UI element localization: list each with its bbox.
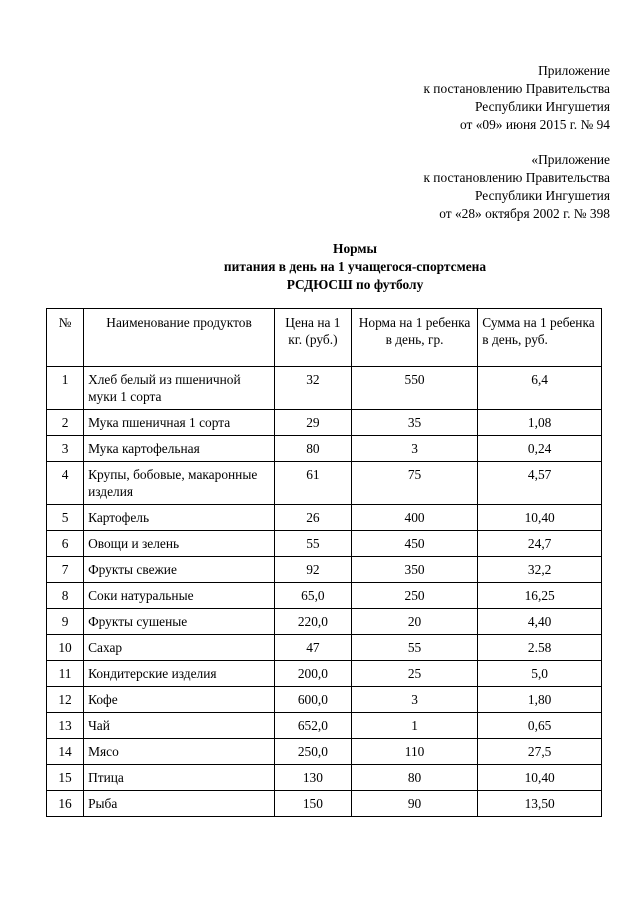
price-per-kg: 29: [275, 410, 352, 436]
appendix-line: от «28» октября 2002 г. № 398: [439, 206, 610, 221]
table-row: [47, 583, 602, 609]
table-row: [47, 713, 602, 739]
row-number: 9: [47, 609, 84, 635]
row-number: 4: [47, 462, 84, 505]
daily-sum: 4,57: [478, 462, 602, 505]
product-name: Мясо: [84, 739, 275, 765]
daily-sum: 10,40: [478, 505, 602, 531]
appendix-line: Республики Ингушетия: [475, 99, 610, 114]
price-per-kg: 600,0: [275, 687, 352, 713]
table-row: [47, 739, 602, 765]
daily-norm: 550: [351, 367, 478, 410]
table-row: [47, 635, 602, 661]
title-line-2: питания в день на 1 учащегося-спортсмена: [223, 259, 487, 274]
document-title: [0, 240, 640, 294]
product-name: Кофе: [84, 687, 275, 713]
daily-norm: 250: [351, 583, 478, 609]
price-per-kg: 47: [275, 635, 352, 661]
product-name: Картофель: [84, 505, 275, 531]
product-name: Птица: [84, 765, 275, 791]
daily-sum: 32,2: [478, 557, 602, 583]
daily-sum: 13,50: [478, 791, 602, 817]
header-norm: Норма на 1 ребенка в день, гр.: [351, 309, 478, 367]
daily-sum: 24,7: [478, 531, 602, 557]
row-number: 12: [47, 687, 84, 713]
row-number: 16: [47, 791, 84, 817]
daily-sum: 0,24: [478, 436, 602, 462]
appendix-original-header: [423, 151, 610, 223]
row-number: 14: [47, 739, 84, 765]
daily-norm: 350: [351, 557, 478, 583]
product-name: Мука картофельная: [84, 436, 275, 462]
table-row: [47, 687, 602, 713]
product-name: Фрукты сушеные: [84, 609, 275, 635]
row-number: 6: [47, 531, 84, 557]
row-number: 8: [47, 583, 84, 609]
row-number: 7: [47, 557, 84, 583]
table-row: [47, 609, 602, 635]
daily-norm: 450: [351, 531, 478, 557]
product-name: Чай: [84, 713, 275, 739]
daily-sum: 1,08: [478, 410, 602, 436]
appendix-line: к постановлению Правительства: [423, 81, 610, 96]
daily-sum: 2.58: [478, 635, 602, 661]
price-per-kg: 652,0: [275, 713, 352, 739]
daily-norm: 400: [351, 505, 478, 531]
title-line-1: Нормы: [333, 241, 377, 256]
row-number: 1: [47, 367, 84, 410]
daily-sum: 1,80: [478, 687, 602, 713]
table-row: [47, 791, 602, 817]
price-per-kg: 26: [275, 505, 352, 531]
table-row: [47, 531, 602, 557]
price-per-kg: 250,0: [275, 739, 352, 765]
daily-sum: 6,4: [478, 367, 602, 410]
appendix-current-header: [423, 62, 610, 134]
daily-norm: 20: [351, 609, 478, 635]
daily-norm: 3: [351, 436, 478, 462]
row-number: 10: [47, 635, 84, 661]
daily-sum: 10,40: [478, 765, 602, 791]
daily-norm: 80: [351, 765, 478, 791]
product-name: Рыба: [84, 791, 275, 817]
table-row: [47, 436, 602, 462]
appendix-line: от «09» июня 2015 г. № 94: [459, 117, 610, 132]
daily-sum: 16,25: [478, 583, 602, 609]
row-number: 13: [47, 713, 84, 739]
price-per-kg: 92: [275, 557, 352, 583]
nutrition-norms-table: [46, 308, 602, 817]
table-row: [47, 765, 602, 791]
price-per-kg: 200,0: [275, 661, 352, 687]
table-row: [47, 557, 602, 583]
table-row: [47, 367, 602, 410]
product-name: Крупы, бобовые, макаронные изделия: [84, 462, 275, 505]
daily-norm: 1: [351, 713, 478, 739]
table-row: [47, 462, 602, 505]
appendix-line: «Приложение: [531, 152, 610, 167]
daily-sum: 5,0: [478, 661, 602, 687]
daily-sum: 4,40: [478, 609, 602, 635]
row-number: 15: [47, 765, 84, 791]
row-number: 11: [47, 661, 84, 687]
daily-sum: 0,65: [478, 713, 602, 739]
daily-sum: 27,5: [478, 739, 602, 765]
header-number: №: [47, 309, 84, 367]
header-product-name: Наименование продуктов: [84, 309, 275, 367]
daily-norm: 110: [351, 739, 478, 765]
row-number: 2: [47, 410, 84, 436]
price-per-kg: 130: [275, 765, 352, 791]
price-per-kg: 61: [275, 462, 352, 505]
daily-norm: 35: [351, 410, 478, 436]
product-name: Соки натуральные: [84, 583, 275, 609]
appendix-line: Приложение: [538, 63, 610, 78]
price-per-kg: 32: [275, 367, 352, 410]
product-name: Мука пшеничная 1 сорта: [84, 410, 275, 436]
product-name: Фрукты свежие: [84, 557, 275, 583]
table-row: [47, 505, 602, 531]
daily-norm: 25: [351, 661, 478, 687]
price-per-kg: 80: [275, 436, 352, 462]
product-name: Хлеб белый из пшеничной муки 1 сорта: [84, 367, 275, 410]
row-number: 3: [47, 436, 84, 462]
daily-norm: 75: [351, 462, 478, 505]
header-sum: Сумма на 1 ребенка в день, руб.: [478, 309, 602, 367]
row-number: 5: [47, 505, 84, 531]
appendix-line: Республики Ингушетия: [475, 188, 610, 203]
title-line-3: РСДЮСШ по футболу: [286, 277, 424, 292]
table-header-row: [47, 309, 602, 367]
header-price: Цена на 1 кг. (руб.): [275, 309, 352, 367]
product-name: Овощи и зелень: [84, 531, 275, 557]
daily-norm: 90: [351, 791, 478, 817]
table-body: [47, 367, 602, 817]
table-row: [47, 410, 602, 436]
daily-norm: 3: [351, 687, 478, 713]
price-per-kg: 220,0: [275, 609, 352, 635]
price-per-kg: 65,0: [275, 583, 352, 609]
appendix-line: к постановлению Правительства: [423, 170, 610, 185]
product-name: Сахар: [84, 635, 275, 661]
product-name: Кондитерские изделия: [84, 661, 275, 687]
daily-norm: 55: [351, 635, 478, 661]
table-row: [47, 661, 602, 687]
price-per-kg: 55: [275, 531, 352, 557]
price-per-kg: 150: [275, 791, 352, 817]
